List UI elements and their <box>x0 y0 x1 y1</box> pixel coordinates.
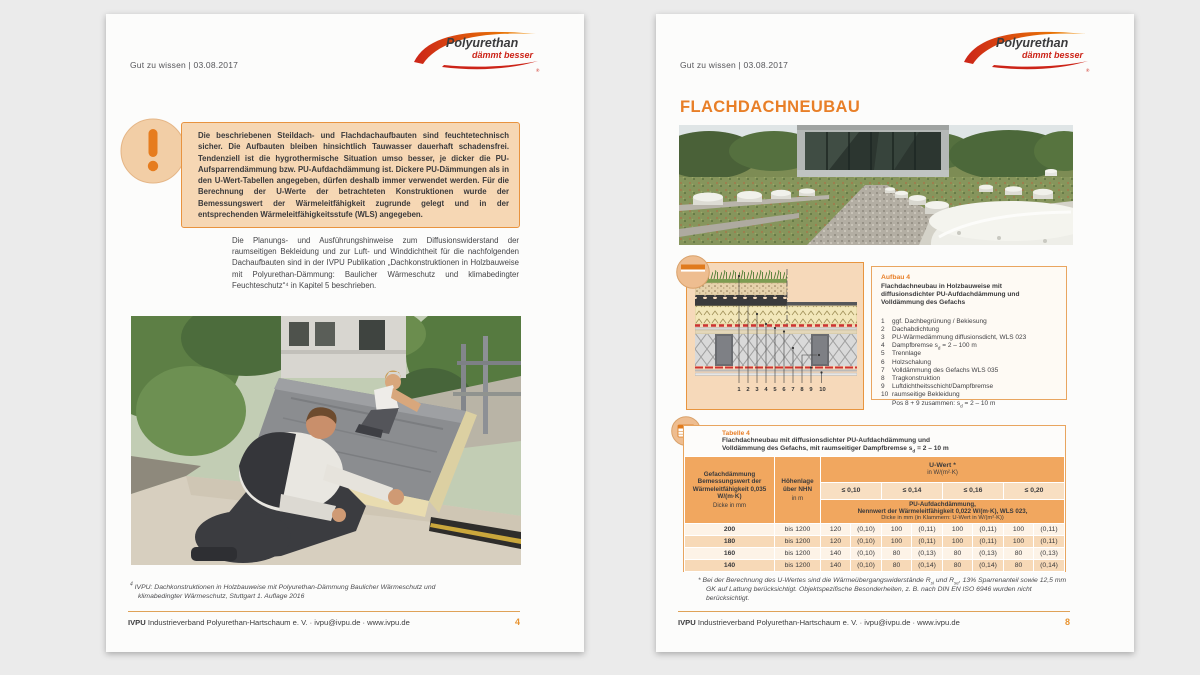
table-cell: 140 <box>685 560 775 572</box>
svg-text:3: 3 <box>755 387 759 393</box>
table-cell: 100 <box>1004 536 1034 548</box>
legend-note: Pos 8 + 9 zusammen: $s_d = 2 - 10$ m <box>892 399 996 408</box>
alert-text: Die beschriebenen Steildach- und Flachdachaufbauten sind feuchtetechnisch sicher. Die Aufbauten bleiben hinsichtlich Tauwasser dauerhaft schadensfrei. Tendenziell ist die hygrothermische Situation umso besser, je dicker die PU-Aufsparrendämmung bzw. PU-Aufdachdämmung ist. Dickere PU-Dämmungen als in den U-Wert-Tabellen angegeben, dürfen deshalb immer verwendet werden. Für die Berechnung der U-Werte der betrachteten Konstruktionen wurde der Bemessungswert der Wärmeleitfähigkeit zugrunde gelegt und in der entsprechenden Wärmeleitfähigkeitsstufe (WLS) angegeben. <box>198 131 509 220</box>
table-cell: 100 <box>1004 524 1034 536</box>
page-number: 8 <box>1064 617 1070 627</box>
background-building <box>281 316 406 378</box>
svg-text:8: 8 <box>800 387 804 393</box>
table-cell: 180 <box>685 536 775 548</box>
table-cell: (0,11) <box>973 536 1004 548</box>
table-cell: 100 <box>882 536 912 548</box>
aufbau-legend-card <box>871 266 1067 408</box>
footer-org-abbr: IVPU <box>678 618 696 627</box>
svg-text:5: 5 <box>773 387 777 393</box>
legend-item: 7 Volldämmung des Gefachs WLS 035 <box>881 366 999 374</box>
logo-registered-mark: ® <box>536 68 540 73</box>
footnote-text: IVPU: Dachkonstruktionen in Holzbauweise mit Polyurethan-Dämmung Baulicher Wärmeschutz und klimabedingter Wärmeschutz, Stuttgart 1. Auflage 2016 <box>134 584 436 600</box>
table-label: Tabelle 4 <box>722 430 750 437</box>
info-alert-box <box>181 122 520 228</box>
table-cell: 80 <box>1004 548 1034 560</box>
exclamation-icon <box>120 118 186 184</box>
legend-item: 10 raumseitige Bekleidung <box>881 391 960 399</box>
svg-text:9: 9 <box>809 387 813 393</box>
svg-text:6: 6 <box>782 387 786 393</box>
page-number: 4 <box>514 617 520 627</box>
table-cell: (0,11) <box>1034 536 1065 548</box>
uwert-class-header: ≤ 0,10 <box>821 482 882 499</box>
svg-text:7: 7 <box>791 387 795 393</box>
footnote-marker: * <box>698 577 701 584</box>
column-header-gefachdaemmung: Gefachdämmung Bemessungswert der Wärmeleitfähigkeit 0,035 W/(m·K) Dicke in mm <box>685 456 775 524</box>
table-cell: (0,11) <box>973 524 1004 536</box>
legend-item: 3 PU-Wärmedämmung diffusionsdicht, WLS 023 <box>881 333 1027 341</box>
table-cell: (0,13) <box>1034 548 1065 560</box>
svg-text:1: 1 <box>737 387 741 393</box>
uwert-class-header: ≤ 0,16 <box>943 482 1004 499</box>
building-facade <box>797 125 949 185</box>
footnote-text: Bei der Berechnung des U-Wertes sind die Wärmeübergangswiderstände $R_{si}$ und $R_{se}$, 13% Sparrenanteil sowie 12,5 mm GK auf Lattung berücksichtigt. Objektspezifische Besonderheiten, z. B. nach DIN EN ISO 6946 wurden nicht berücksichtigt. <box>702 577 1067 602</box>
document-page-right <box>656 14 1134 652</box>
table-cell: 80 <box>943 560 973 572</box>
legend-item: 2 Dachabdichtung <box>881 325 939 333</box>
table-cell: 100 <box>882 524 912 536</box>
table-title-line1: Flachdachneubau mit diffusionsdichter PU-Aufdachdämmung und <box>722 437 931 445</box>
logo-wordmark: Polyurethan <box>996 36 1069 50</box>
table-cell: 160 <box>685 548 775 560</box>
page-header-date: Gut zu wissen | 03.08.2017 <box>680 60 789 70</box>
body-paragraph: Die Planungs- und Ausführungshinweise zum Diffusionswiderstand der raumseitigen Bekleidung und zur Luft- und Winddichtheit für die nachfolgenden Dachaufbauten sind in der IVPU Publikation „Dachkonstruktionen in Holzbauweise mit Polyurethan-Dämmung: Baulicher Wärmeschutz und klimabedingter Feuchteschutz“⁴ in Kapitel 5 beschrieben. <box>232 236 519 290</box>
legend-item: 8 Tragkonstruktion <box>881 374 941 382</box>
table-cell: (0,13) <box>912 548 943 560</box>
footnote <box>130 581 462 602</box>
table-cell: 80 <box>882 560 912 572</box>
footnote-marker: 4 <box>130 581 133 588</box>
table-row <box>685 548 1065 560</box>
table-cell: 140 <box>821 560 851 572</box>
logo-claim: dämmt besser <box>1022 50 1084 60</box>
table-cell: (0,14) <box>1034 560 1065 572</box>
legend-item: 6 Holzschalung <box>881 358 932 366</box>
footer-org-text: Industrieverband Polyurethan-Hartschaum e. V. · ivpu@ivpu.de · www.ivpu.de <box>145 618 410 627</box>
column-header-hoehenlage: Höhenlage über NHN in m <box>775 456 821 524</box>
table-row <box>685 536 1065 548</box>
page-title: FLACHDACHNEUBAU <box>680 98 861 116</box>
uwert-class-header: ≤ 0,20 <box>1004 482 1065 499</box>
pu-aufdachdaemmung-header: PU-Aufdachdämmung, Nennwert der Wärmeleitfähigkeit 0,022 W/(m·K), WLS 023, Dicke in mm (in Klammern: U-Wert in W/(m²·K)) <box>821 499 1065 524</box>
logo-wordmark: Polyurethan <box>446 36 519 50</box>
logo-underline-swoosh <box>442 61 538 69</box>
table-cell: 120 <box>821 524 851 536</box>
table-cell: 100 <box>943 536 973 548</box>
page-footer <box>678 617 1070 627</box>
table-cell: (0,14) <box>973 560 1004 572</box>
footer-rule <box>128 611 520 612</box>
aufbau-subtitle: Flachdachneubau in Holzbauweise mit diffusionsdichter PU-Aufdachdämmung und Volldämmung des Gefachs <box>881 282 1020 306</box>
polyurethan-logo <box>962 26 1092 78</box>
table-cell: 140 <box>821 548 851 560</box>
uwert-table <box>684 456 1065 573</box>
uwert-class-header: ≤ 0,14 <box>882 482 943 499</box>
legend-item: 1 ggf. Dachbegrünung / Bekiesung <box>881 317 987 325</box>
table-row <box>685 524 1065 536</box>
aufbau-label: Aufbau 4 <box>881 274 911 281</box>
table-cell: 100 <box>943 524 973 536</box>
table-title-line2: Volldämmung des Gefachs, mit raumseitiger Dampfbremse $s_d = 2 - 10$ m <box>722 445 949 454</box>
table-cell: (0,11) <box>912 536 943 548</box>
document-page-left <box>106 14 584 652</box>
svg-text:2: 2 <box>746 387 750 393</box>
footer-org-abbr: IVPU <box>128 618 146 627</box>
table-cell: 200 <box>685 524 775 536</box>
page-header-date: Gut zu wissen | 03.08.2017 <box>130 60 239 70</box>
table-cell: bis 1200 <box>775 524 821 536</box>
polyurethan-logo <box>412 26 542 78</box>
footnote <box>698 577 1076 603</box>
green-flat-roof-photo <box>679 125 1073 245</box>
table-cell: (0,13) <box>973 548 1004 560</box>
table-cell: 80 <box>882 548 912 560</box>
legend-item: 5 Trennlage <box>881 350 922 358</box>
logo-claim: dämmt besser <box>472 50 534 60</box>
footer-org-text: Industrieverband Polyurethan-Hartschaum e. V. · ivpu@ivpu.de · www.ivpu.de <box>695 618 960 627</box>
uwert-table-card <box>683 425 1066 572</box>
table-cell: (0,10) <box>851 536 882 548</box>
table-cell: (0,11) <box>1034 524 1065 536</box>
page-footer <box>128 617 520 627</box>
roof-workers-photo <box>131 316 521 565</box>
table-cell: bis 1200 <box>775 536 821 548</box>
table-cell: (0,14) <box>912 560 943 572</box>
table-cell: (0,10) <box>851 524 882 536</box>
layer-numbers <box>737 387 825 393</box>
table-cell: (0,11) <box>912 524 943 536</box>
logo-underline-swoosh <box>992 61 1088 69</box>
table-cell: (0,10) <box>851 560 882 572</box>
table-cell: bis 1200 <box>775 560 821 572</box>
table-cell: 80 <box>943 548 973 560</box>
svg-text:4: 4 <box>764 387 768 393</box>
table-cell: bis 1200 <box>775 548 821 560</box>
flat-roof-icon <box>676 255 710 289</box>
aufbau-diagram-card <box>686 262 864 410</box>
svg-text:10: 10 <box>819 387 826 393</box>
table-cell: 80 <box>1004 560 1034 572</box>
legend-item: 9 Luftdichtheitsschicht/Dampfbremse <box>881 383 994 391</box>
legend-item: 4 Dampfbremse $s_d = 2 - 100$ m <box>881 342 977 351</box>
roof-cross-section-diagram <box>695 269 857 401</box>
footer-rule <box>678 611 1070 612</box>
table-title-block <box>684 426 1065 455</box>
logo-registered-mark: ® <box>1086 68 1090 73</box>
column-header-uwert: U-Wert * in W/(m²·K) <box>821 456 1065 482</box>
table-cell: (0,10) <box>851 548 882 560</box>
table-cell: 120 <box>821 536 851 548</box>
table-row <box>685 560 1065 572</box>
